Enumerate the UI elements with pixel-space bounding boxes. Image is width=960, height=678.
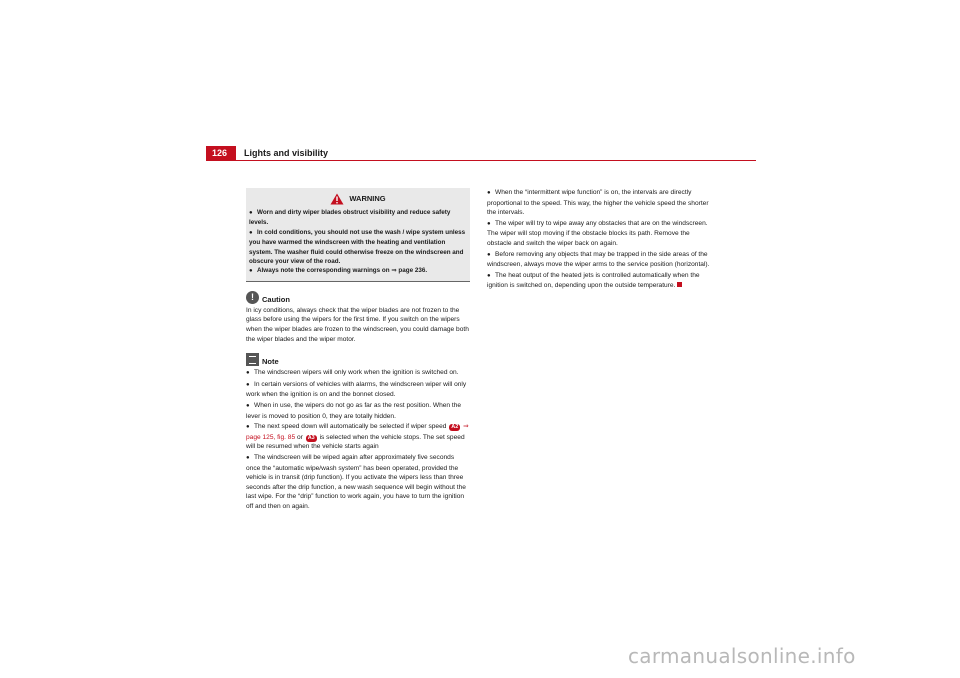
bullet-icon: ● bbox=[249, 268, 253, 275]
warning-item: ● Worn and dirty wiper blades obstruct visibility and reduce safety levels. bbox=[249, 209, 451, 227]
warning-item: ● In cold conditions, you should not use the wash / wipe system unless you have warmed the windscreen with the heating and ventilation system. The washer fluid could otherwise freeze on the windscreen and obscure your view of the road. bbox=[249, 228, 466, 266]
right-list-item: ● The wiper will try to wipe away any obstacles that are on the windscreen. The wiper will stop moving if the obstacle blocks its path. Remove the obstacle and switch the wiper back on again. bbox=[487, 219, 708, 247]
note-item: ● The next speed down will automatically be selected if wiper speed A2 ⇒ page 125, fig. 85 or A3 is selected when the vehicle stops. The set speed will be resumed when the vehicle starts again bbox=[246, 423, 469, 451]
caution-title: Caution bbox=[262, 294, 290, 304]
right-list-item: ● The heat output of the heated jets is controlled automatically when the ignition is switched on, depending upon the outside temperature. bbox=[487, 271, 700, 290]
note-item: ● The windscreen will be wiped again after approximately five seconds once the “automatic wipe/wash system” has been operated, provided the vehicle is in transit (drip function). If you activate the wipers less than three seconds after the drip function, a new wash sequence will begin without the last wipe. For the “drip” function to work again, you have to turn the ignition off and then on again. bbox=[246, 453, 466, 510]
page-header bbox=[206, 146, 756, 161]
warning-item: ● Always note the corresponding warnings on ⇒ page 236. bbox=[249, 266, 467, 276]
caution-text: In icy conditions, always check that the wiper blades are not frozen to the glass before using the wipers for the first time. If you switch on the wipers when the wiper blades are frozen to the windscreen, you could damage both the wiper blades and the wiper motor. bbox=[246, 306, 469, 343]
bullet-icon: ● bbox=[246, 454, 250, 461]
warning-title: WARNING bbox=[349, 194, 386, 204]
right-list-item: ● Before removing any objects that may be trapped in the side areas of the windscreen, always move the wiper arms to the service position (horizontal). bbox=[487, 250, 710, 269]
bullet-icon: ● bbox=[487, 190, 491, 196]
wiper-speed-badge-a2: A2 bbox=[451, 424, 459, 431]
right-column bbox=[487, 188, 712, 292]
chapter-title: Lights and visibility bbox=[244, 148, 329, 158]
bullet-icon: ● bbox=[487, 220, 491, 227]
right-list-item: ● When the “intermittent wipe function” is on, the intervals are directly proportional to the speed. This way, the higher the vehicle speed the shorter the intervals. bbox=[487, 189, 709, 217]
note-item: ● The windscreen wipers will only work when the ignition is switched on. bbox=[246, 368, 470, 379]
note-icon bbox=[246, 353, 259, 366]
note-item: ● In certain versions of vehicles with alarms, the windscreen wiper will only work when the ignition is on and the bonnet closed. bbox=[246, 380, 467, 399]
bullet-icon: ● bbox=[249, 210, 253, 216]
bullet-icon: ● bbox=[249, 229, 253, 236]
note-title: Note bbox=[262, 357, 279, 367]
caution-icon: ! bbox=[246, 291, 259, 304]
note-header bbox=[246, 353, 470, 366]
warning-header bbox=[249, 193, 467, 205]
page-reference-link[interactable]: ⇒ page 125, fig. 85 bbox=[246, 423, 469, 441]
bullet-icon: ● bbox=[246, 381, 250, 388]
note-item: ● When in use, the wipers do not go as far as the rest position. When the lever is moved to position 0, they are totally hidden. bbox=[246, 402, 462, 420]
left-column bbox=[246, 188, 470, 513]
warning-box bbox=[246, 188, 470, 282]
bullet-icon: ● bbox=[246, 424, 250, 431]
section-end-mark bbox=[677, 282, 682, 287]
caution-header bbox=[246, 291, 470, 304]
watermark: carmanualsonline.info bbox=[628, 644, 856, 668]
bullet-icon: ● bbox=[487, 272, 491, 279]
bullet-icon: ● bbox=[246, 370, 250, 377]
bullet-icon: ● bbox=[246, 403, 250, 409]
wiper-speed-badge-a3: A3 bbox=[307, 434, 315, 441]
bullet-icon: ● bbox=[487, 251, 491, 258]
page-number: 126 bbox=[206, 146, 236, 160]
warning-triangle-icon bbox=[330, 193, 344, 205]
